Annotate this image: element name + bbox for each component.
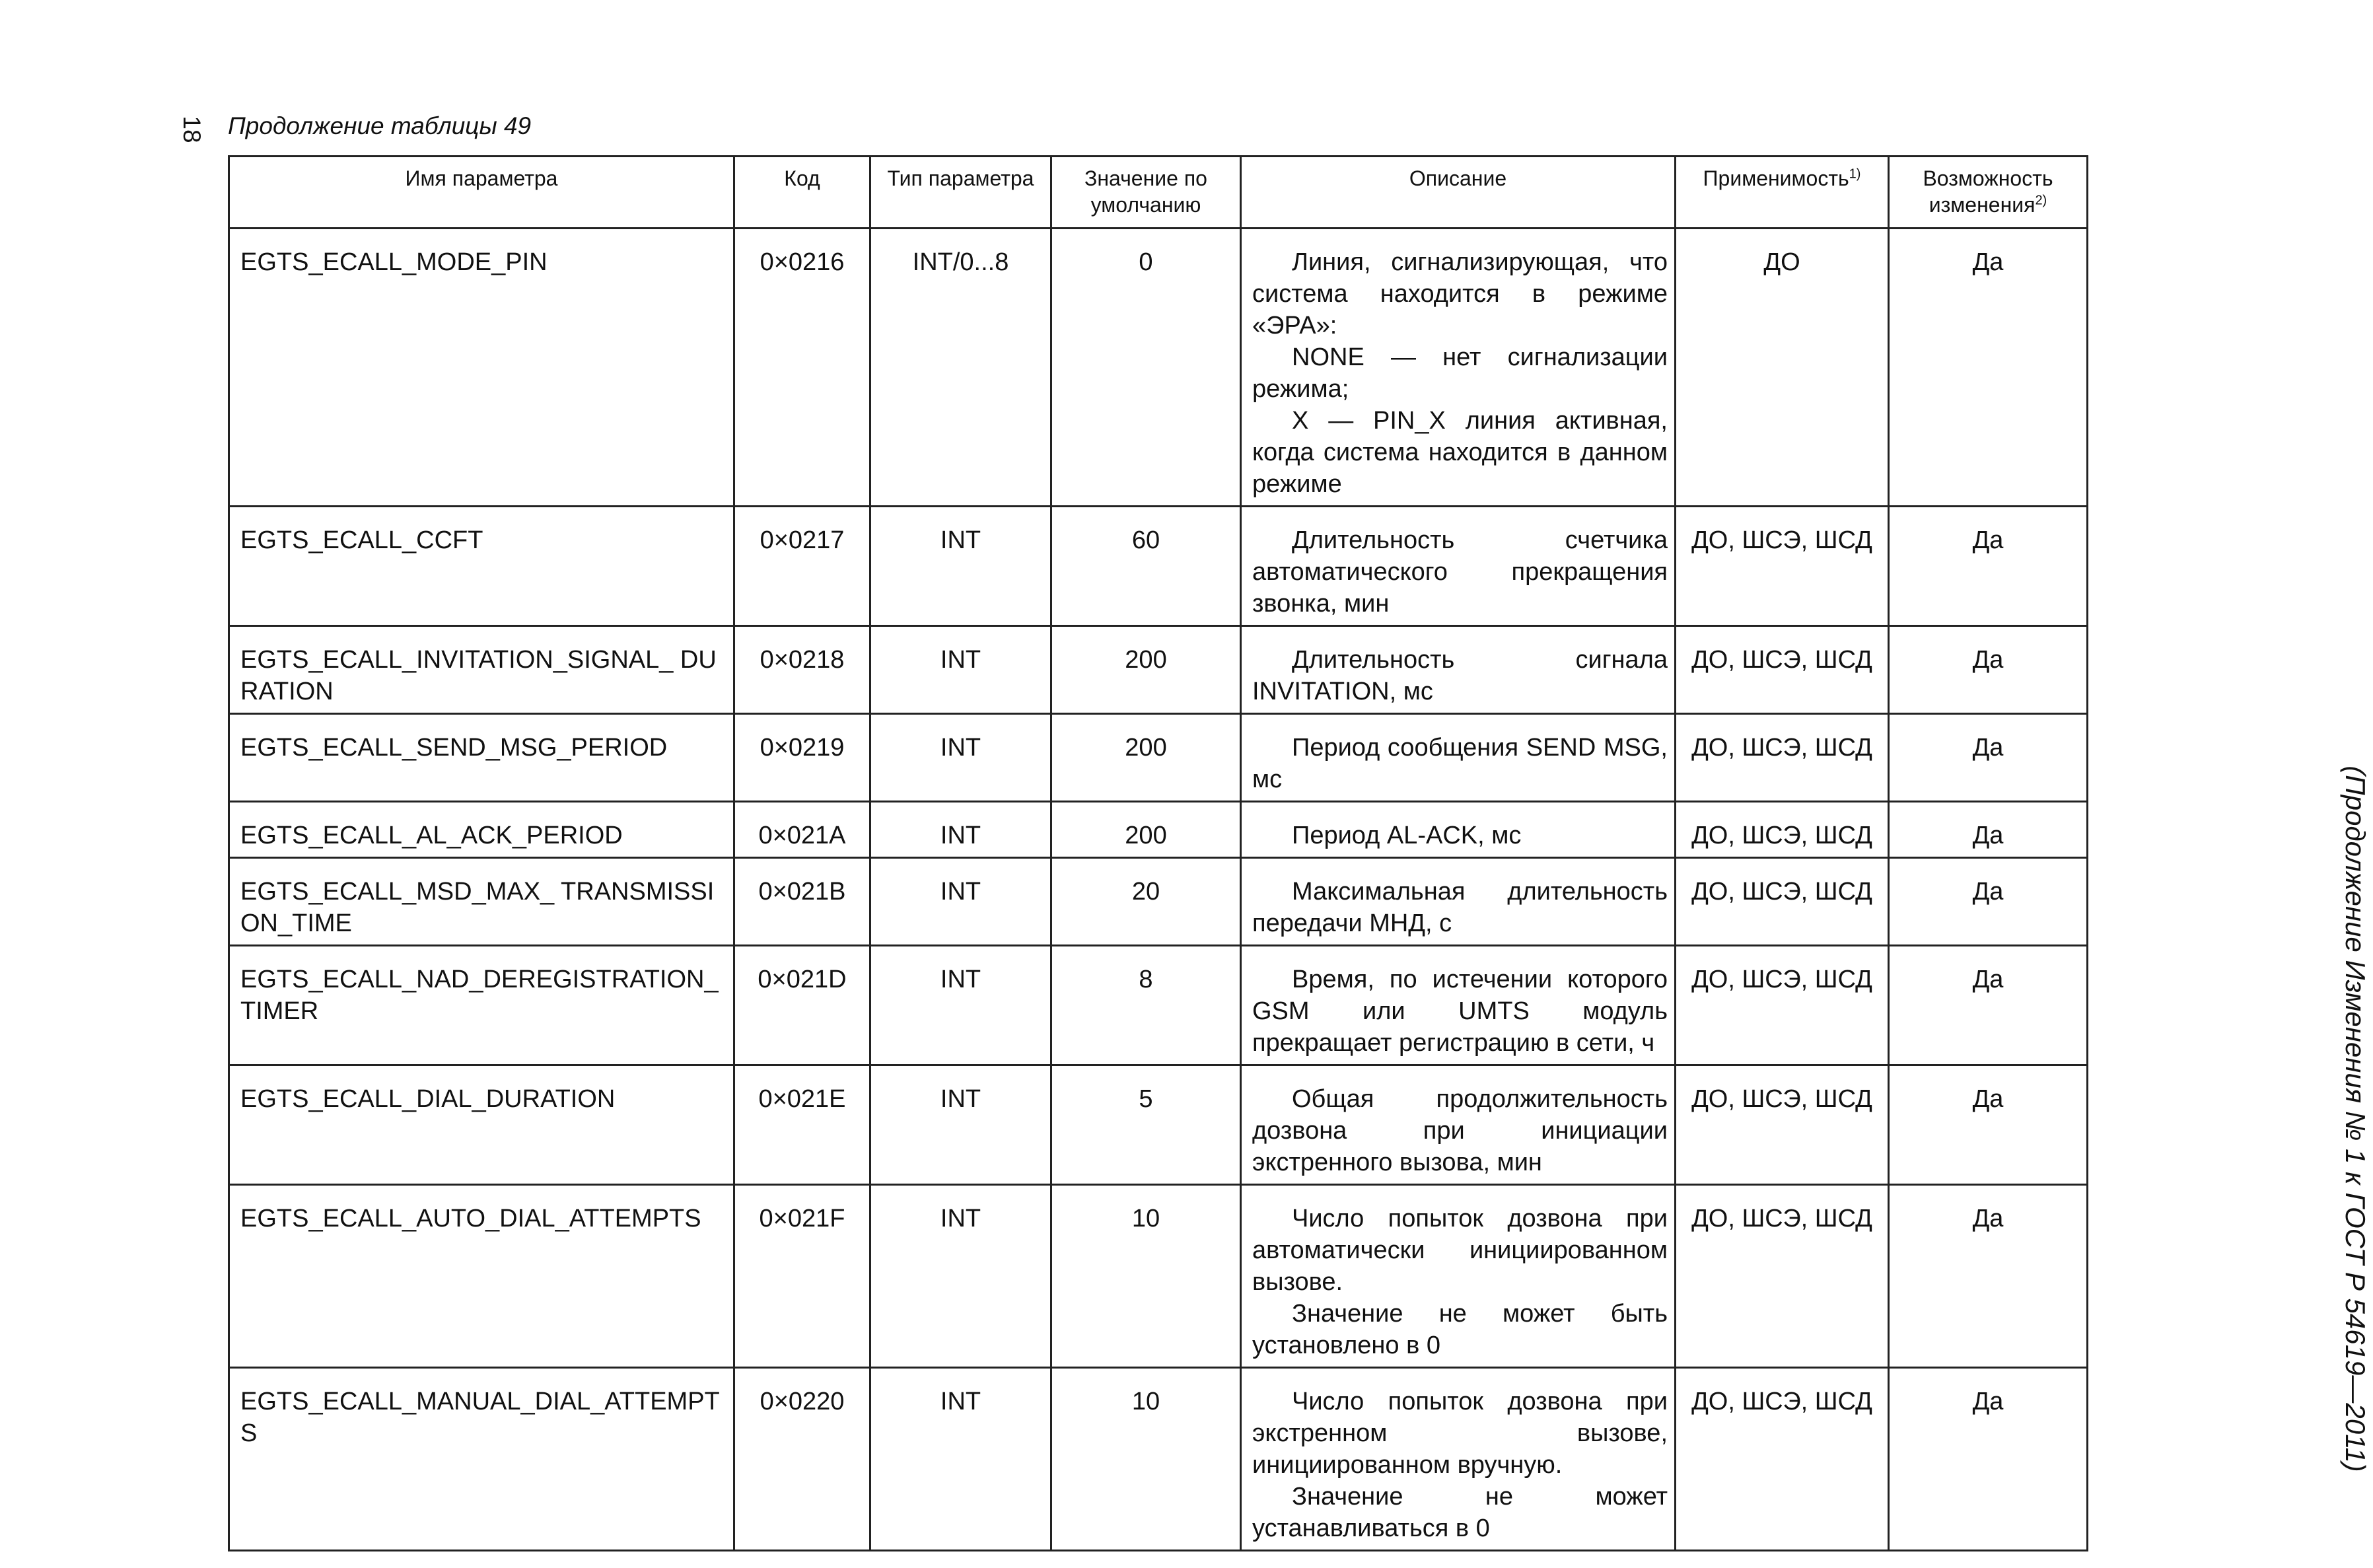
description-cell: [1241, 802, 1676, 858]
header-code: Код: [734, 157, 870, 229]
applicability-cell: ДО, ШСЭ, ШСД: [1676, 1065, 1889, 1185]
changeable-cell: Да: [1889, 858, 2088, 946]
footnote-ref-2: 2): [2035, 193, 2047, 208]
param-name-cell: EGTS_ECALL_MANUAL_DIAL_ATTEMPTS: [229, 1368, 734, 1551]
header-description: Описание: [1241, 157, 1676, 229]
description-cell: [1241, 1185, 1676, 1368]
param-name-cell: EGTS_ECALL_AUTO_DIAL_ATTEMPTS: [229, 1185, 734, 1368]
param-name-cell: EGTS_ECALL_CCFT: [229, 507, 734, 626]
param-name-cell: EGTS_ECALL_AL_ACK_PERIOD: [229, 802, 734, 858]
param-type-cell: INT: [870, 626, 1051, 714]
description-cell: [1241, 229, 1676, 507]
table-row: [229, 1065, 2088, 1185]
description-paragraph: Длительность счетчика автоматического прекращения звонка, мин: [1252, 526, 1668, 618]
default-value-cell: 200: [1051, 714, 1241, 802]
header-param-name: Имя параметра: [229, 157, 734, 229]
description-cell: [1241, 507, 1676, 626]
param-type-cell: INT: [870, 946, 1051, 1065]
code-cell: 0×0216: [734, 229, 870, 507]
param-type-cell: INT/0...8: [870, 229, 1051, 507]
changeable-cell: Да: [1889, 946, 2088, 1065]
applicability-cell: ДО: [1676, 229, 1889, 507]
changeable-cell: Да: [1889, 714, 2088, 802]
description-cell: [1241, 858, 1676, 946]
changeable-cell: Да: [1889, 229, 2088, 507]
param-name-cell: EGTS_ECALL_INVITATION_SIGNAL_ DURATION: [229, 626, 734, 714]
parameters-table: [228, 155, 2088, 1551]
description-cell: [1241, 946, 1676, 1065]
applicability-cell: ДО, ШСЭ, ШСД: [1676, 802, 1889, 858]
header-applicability: Применимость$^{1)}$: [1676, 157, 1889, 229]
code-cell: 0×0218: [734, 626, 870, 714]
description-paragraph: X — PIN_X линия активная, когда система находится в данном режиме: [1252, 407, 1668, 498]
param-type-cell: INT: [870, 1368, 1051, 1551]
description-paragraph: NONE — нет сигнализации режима;: [1252, 343, 1668, 403]
description-paragraph: Общая продолжительность дозвона при инициации экстренного вызова, мин: [1252, 1085, 1668, 1176]
changeable-cell: Да: [1889, 1368, 2088, 1551]
changeable-cell: Да: [1889, 507, 2088, 626]
header-param-type: Тип параметра: [870, 157, 1051, 229]
applicability-cell: ДО, ШСЭ, ШСД: [1676, 1185, 1889, 1368]
description-cell: [1241, 714, 1676, 802]
side-note: (Продолжение Изменения № 1 к ГОСТ Р 54619—2011): [2340, 766, 2371, 1472]
param-type-cell: INT: [870, 1185, 1051, 1368]
code-cell: 0×021F: [734, 1185, 870, 1368]
table-caption: Продолжение таблицы 49: [228, 112, 532, 139]
table-row: [229, 802, 2088, 858]
description-cell: [1241, 1368, 1676, 1551]
code-cell: 0×021E: [734, 1065, 870, 1185]
param-type-cell: INT: [870, 1065, 1051, 1185]
description-paragraph: Число попыток дозвона при автоматически инициированном вызове.: [1252, 1205, 1668, 1296]
default-value-cell: 20: [1051, 858, 1241, 946]
param-name-cell: EGTS_ECALL_DIAL_DURATION: [229, 1065, 734, 1185]
default-value-cell: 10: [1051, 1185, 1241, 1368]
param-type-cell: INT: [870, 802, 1051, 858]
changeable-cell: Да: [1889, 1065, 2088, 1185]
default-value-cell: 200: [1051, 626, 1241, 714]
header-changeable: Возможность изменения$^{2)}$: [1889, 157, 2088, 229]
table-row: [229, 626, 2088, 714]
page-number: 18: [178, 116, 205, 143]
applicability-cell: ДО, ШСЭ, ШСД: [1676, 507, 1889, 626]
code-cell: 0×0219: [734, 714, 870, 802]
default-value-cell: 200: [1051, 802, 1241, 858]
description-paragraph: Значение не может устанавливаться в 0: [1252, 1483, 1668, 1542]
description-paragraph: Время, по истечении которого GSM или UMTS модуль прекращает регистрацию в сети, ч: [1252, 966, 1668, 1057]
description-paragraph: Число попыток дозвона при экстренном вызове, инициированном вручную.: [1252, 1388, 1668, 1479]
code-cell: 0×021D: [734, 946, 870, 1065]
table-row: [229, 858, 2088, 946]
default-value-cell: 5: [1051, 1065, 1241, 1185]
table-row: [229, 714, 2088, 802]
default-value-cell: 10: [1051, 1368, 1241, 1551]
applicability-cell: ДО, ШСЭ, ШСД: [1676, 1368, 1889, 1551]
code-cell: 0×021A: [734, 802, 870, 858]
code-cell: 0×0217: [734, 507, 870, 626]
param-name-cell: EGTS_ECALL_MODE_PIN: [229, 229, 734, 507]
description-cell: [1241, 1065, 1676, 1185]
applicability-cell: ДО, ШСЭ, ШСД: [1676, 858, 1889, 946]
param-type-cell: INT: [870, 507, 1051, 626]
applicability-cell: ДО, ШСЭ, ШСД: [1676, 946, 1889, 1065]
default-value-cell: 8: [1051, 946, 1241, 1065]
applicability-cell: ДО, ШСЭ, ШСД: [1676, 714, 1889, 802]
applicability-cell: ДО, ШСЭ, ШСД: [1676, 626, 1889, 714]
description-paragraph: Значение не может быть установлено в 0: [1252, 1300, 1668, 1359]
header-default-value: Значение по умолчанию: [1051, 157, 1241, 229]
param-name-cell: EGTS_ECALL_MSD_MAX_ TRANSMISSION_TIME: [229, 858, 734, 946]
footnote-ref-1: 1): [1849, 166, 1861, 182]
table-row: [229, 229, 2088, 507]
param-name-cell: EGTS_ECALL_NAD_DEREGISTRATION_ TIMER: [229, 946, 734, 1065]
changeable-cell: Да: [1889, 802, 2088, 858]
param-name-cell: EGTS_ECALL_SEND_MSG_PERIOD: [229, 714, 734, 802]
description-paragraph: Длительность сигнала INVITATION, мс: [1252, 646, 1668, 705]
description-paragraph: Период сообщения SEND MSG, мс: [1252, 734, 1668, 793]
param-type-cell: INT: [870, 858, 1051, 946]
table-row: [229, 507, 2088, 626]
changeable-cell: Да: [1889, 626, 2088, 714]
description-paragraph: Период AL-ACK, мс: [1292, 822, 1522, 849]
table-row: [229, 946, 2088, 1065]
table-row: [229, 1185, 2088, 1368]
param-type-cell: INT: [870, 714, 1051, 802]
description-paragraph: Линия, сигнализирующая, что система находится в режиме «ЭРА»:: [1252, 248, 1668, 339]
table-header-row: [229, 157, 2088, 229]
description-cell: [1241, 626, 1676, 714]
description-paragraph: Максимальная длительность передачи МНД, с: [1252, 878, 1668, 937]
changeable-cell: Да: [1889, 1185, 2088, 1368]
code-cell: 0×021B: [734, 858, 870, 946]
table-row: [229, 1368, 2088, 1551]
code-cell: 0×0220: [734, 1368, 870, 1551]
default-value-cell: 60: [1051, 507, 1241, 626]
default-value-cell: 0: [1051, 229, 1241, 507]
